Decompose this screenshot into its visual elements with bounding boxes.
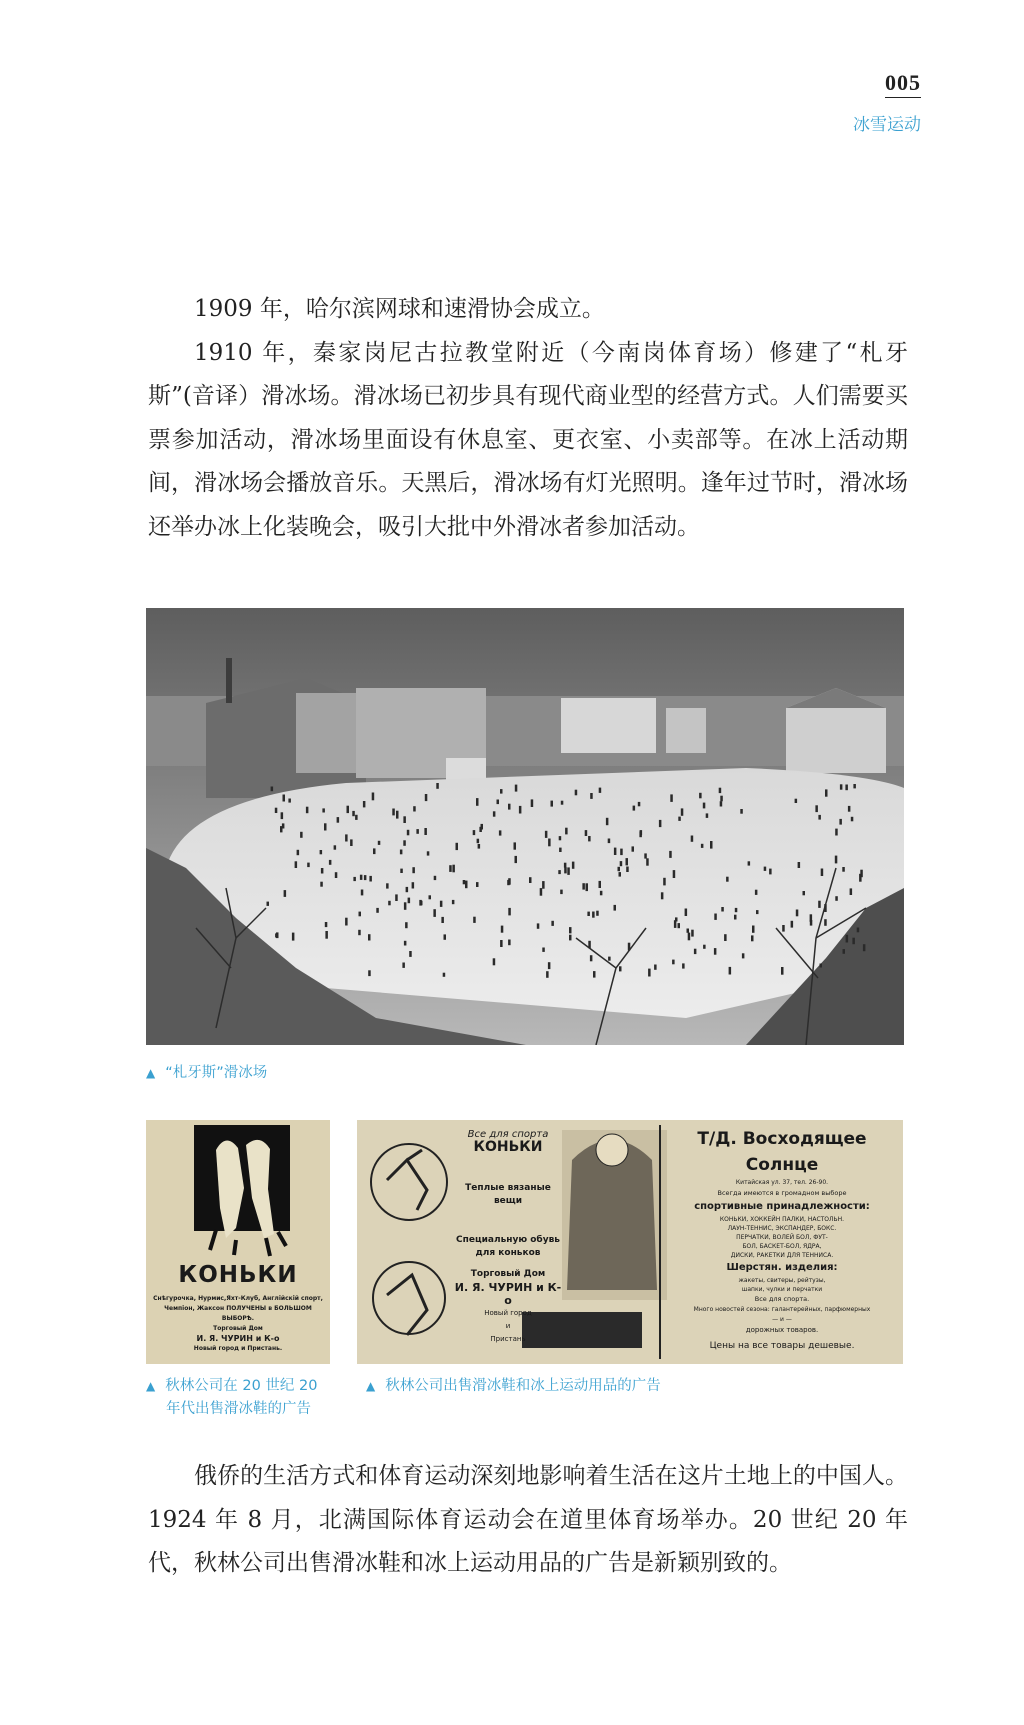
ad-right-heading: Т/Д. Восходящее Солнце (697, 1129, 867, 1175)
ad-right-line: для коньков (475, 1248, 541, 1258)
ad-right-line: Цены на все товары дешевые. (709, 1341, 855, 1351)
caption-text: 秋林公司出售滑冰鞋和冰上运动用品的广告 (385, 1378, 661, 1394)
ad-right-line: ЛАУН-ТЕННИС, ЭКСПАНДЕР, БОКС. (727, 1225, 837, 1232)
ad-right-line: Много новостей сезона: галантерейных, парфюмерных (693, 1306, 871, 1313)
ad-right-line: ПЕРЧАТКИ, ВОЛЕЙ БОЛ, ФУТ- (736, 1234, 828, 1241)
ad-left-line: И. Я. ЧУРИН и К-о (196, 1334, 280, 1343)
ad-right-sports (357, 1120, 903, 1364)
ad-right-line: Новый город (484, 1309, 532, 1317)
ad-right-line: КОНЬКИ, ХОККЕЙН ПАЛКИ, НАСТОЛЬН. (719, 1216, 845, 1223)
ad-right-line: И. Я. ЧУРИН и К-о (454, 1281, 562, 1307)
caption-ad-left (146, 1375, 346, 1421)
ad-right-line: КОНЬКИ (473, 1139, 543, 1155)
paragraph: 1909 年，哈尔滨网球和速滑协会成立。 (194, 296, 605, 322)
caption-rink (146, 1062, 267, 1085)
ad-right-line: Пристань (490, 1335, 526, 1343)
ad-right-line: Теплые вязаные (465, 1183, 551, 1193)
page-number: 005 (885, 70, 921, 98)
triangle-icon: ▲ (366, 1379, 376, 1393)
caption-text: 秋林公司在 20 世纪 20 (165, 1378, 318, 1394)
ad-left-title: КОНЬКИ (178, 1262, 298, 1288)
ad-left-line: ВЫБОРѢ. (221, 1315, 255, 1322)
ad-left-line: Новый город и Пристань. (193, 1345, 283, 1352)
caption-ad-right (366, 1375, 661, 1398)
ad-right-line: БОЛ, БАСКЕТ-БОЛ, ЯДРА, (742, 1243, 822, 1250)
paragraph: 1910 年，秦家岗尼古拉教堂附近（今南岗体育场）修建了“札牙斯”(音译）滑冰场。滑冰场已初步具有现代商业型的经营方式。人们需要买票参加活动，滑冰场里面设有休息室、更衣室、小卖部等。在冰上活动期间，滑冰场会播放音乐。天黑后，滑冰场有灯光照明。逢年过节时，滑冰场还举办冰上化装晚会，吸引大批中外滑冰者参加活动。 (148, 339, 908, 540)
ad-right-line: Китайская ул. 37, тел. 26-90. (735, 1179, 829, 1186)
section-title: 冰雪运动 (853, 115, 921, 135)
ad-right-line: и (505, 1322, 511, 1330)
ad-right-line: Все для спорта. (754, 1295, 810, 1303)
ad-right-line: жакеты, свитеры, рейтузы, (738, 1277, 826, 1284)
ad-right-line: Всегда имеются в громадном выборе (717, 1189, 847, 1197)
ad-right-line: — и — (772, 1316, 792, 1323)
ad-right-line: Специальную обувь (456, 1235, 560, 1245)
ad-right-line: шапки, чулки и перчатки (741, 1286, 823, 1293)
triangle-icon: ▲ (146, 1066, 156, 1080)
triangle-icon: ▲ (146, 1379, 156, 1393)
body-text-top (148, 288, 908, 549)
ad-right-line: спортивные принадлежности: (694, 1201, 870, 1212)
ad-right-line: Все для спорта (467, 1129, 549, 1140)
ad-right-line: дорожных товаров. (745, 1326, 819, 1334)
ad-right-line: Шерстян. изделия: (726, 1262, 838, 1273)
ad-right-line: вещи (493, 1196, 523, 1206)
rink-photo-image (146, 608, 904, 1045)
caption-text: 年代出售滑冰鞋的广告 (166, 1401, 311, 1417)
caption-text: “札牙斯”滑冰场 (165, 1065, 268, 1081)
ad-right-line: ДИСКИ, РАКЕТКИ ДЛЯ ТЕННИСА. (730, 1252, 834, 1259)
ad-left-line: Торговый Дом (213, 1325, 263, 1332)
paragraph: 俄侨的生活方式和体育运动深刻地影响着生活在这片土地上的中国人。1924 年 8 月，北满国际体育运动会在道里体育场举办。20 世纪 20 年代，秋林公司出售滑冰鞋和冰上运动用品的广告是新颖别致的。 (148, 1463, 908, 1576)
ad-left-line: Снѣгурочка, Нурмис,Яхт-Клуб, Англійскій спорт, (153, 1295, 323, 1302)
ad-left-skates (146, 1120, 330, 1364)
body-text-bottom (148, 1455, 908, 1586)
rink-photo (146, 608, 904, 1045)
ad-right-line: Торговый Дом (470, 1269, 546, 1279)
ad-left-line: Чемпіон, Жаксон ПОЛУЧЕНЫ в БОЛЬШОМ (164, 1305, 312, 1312)
